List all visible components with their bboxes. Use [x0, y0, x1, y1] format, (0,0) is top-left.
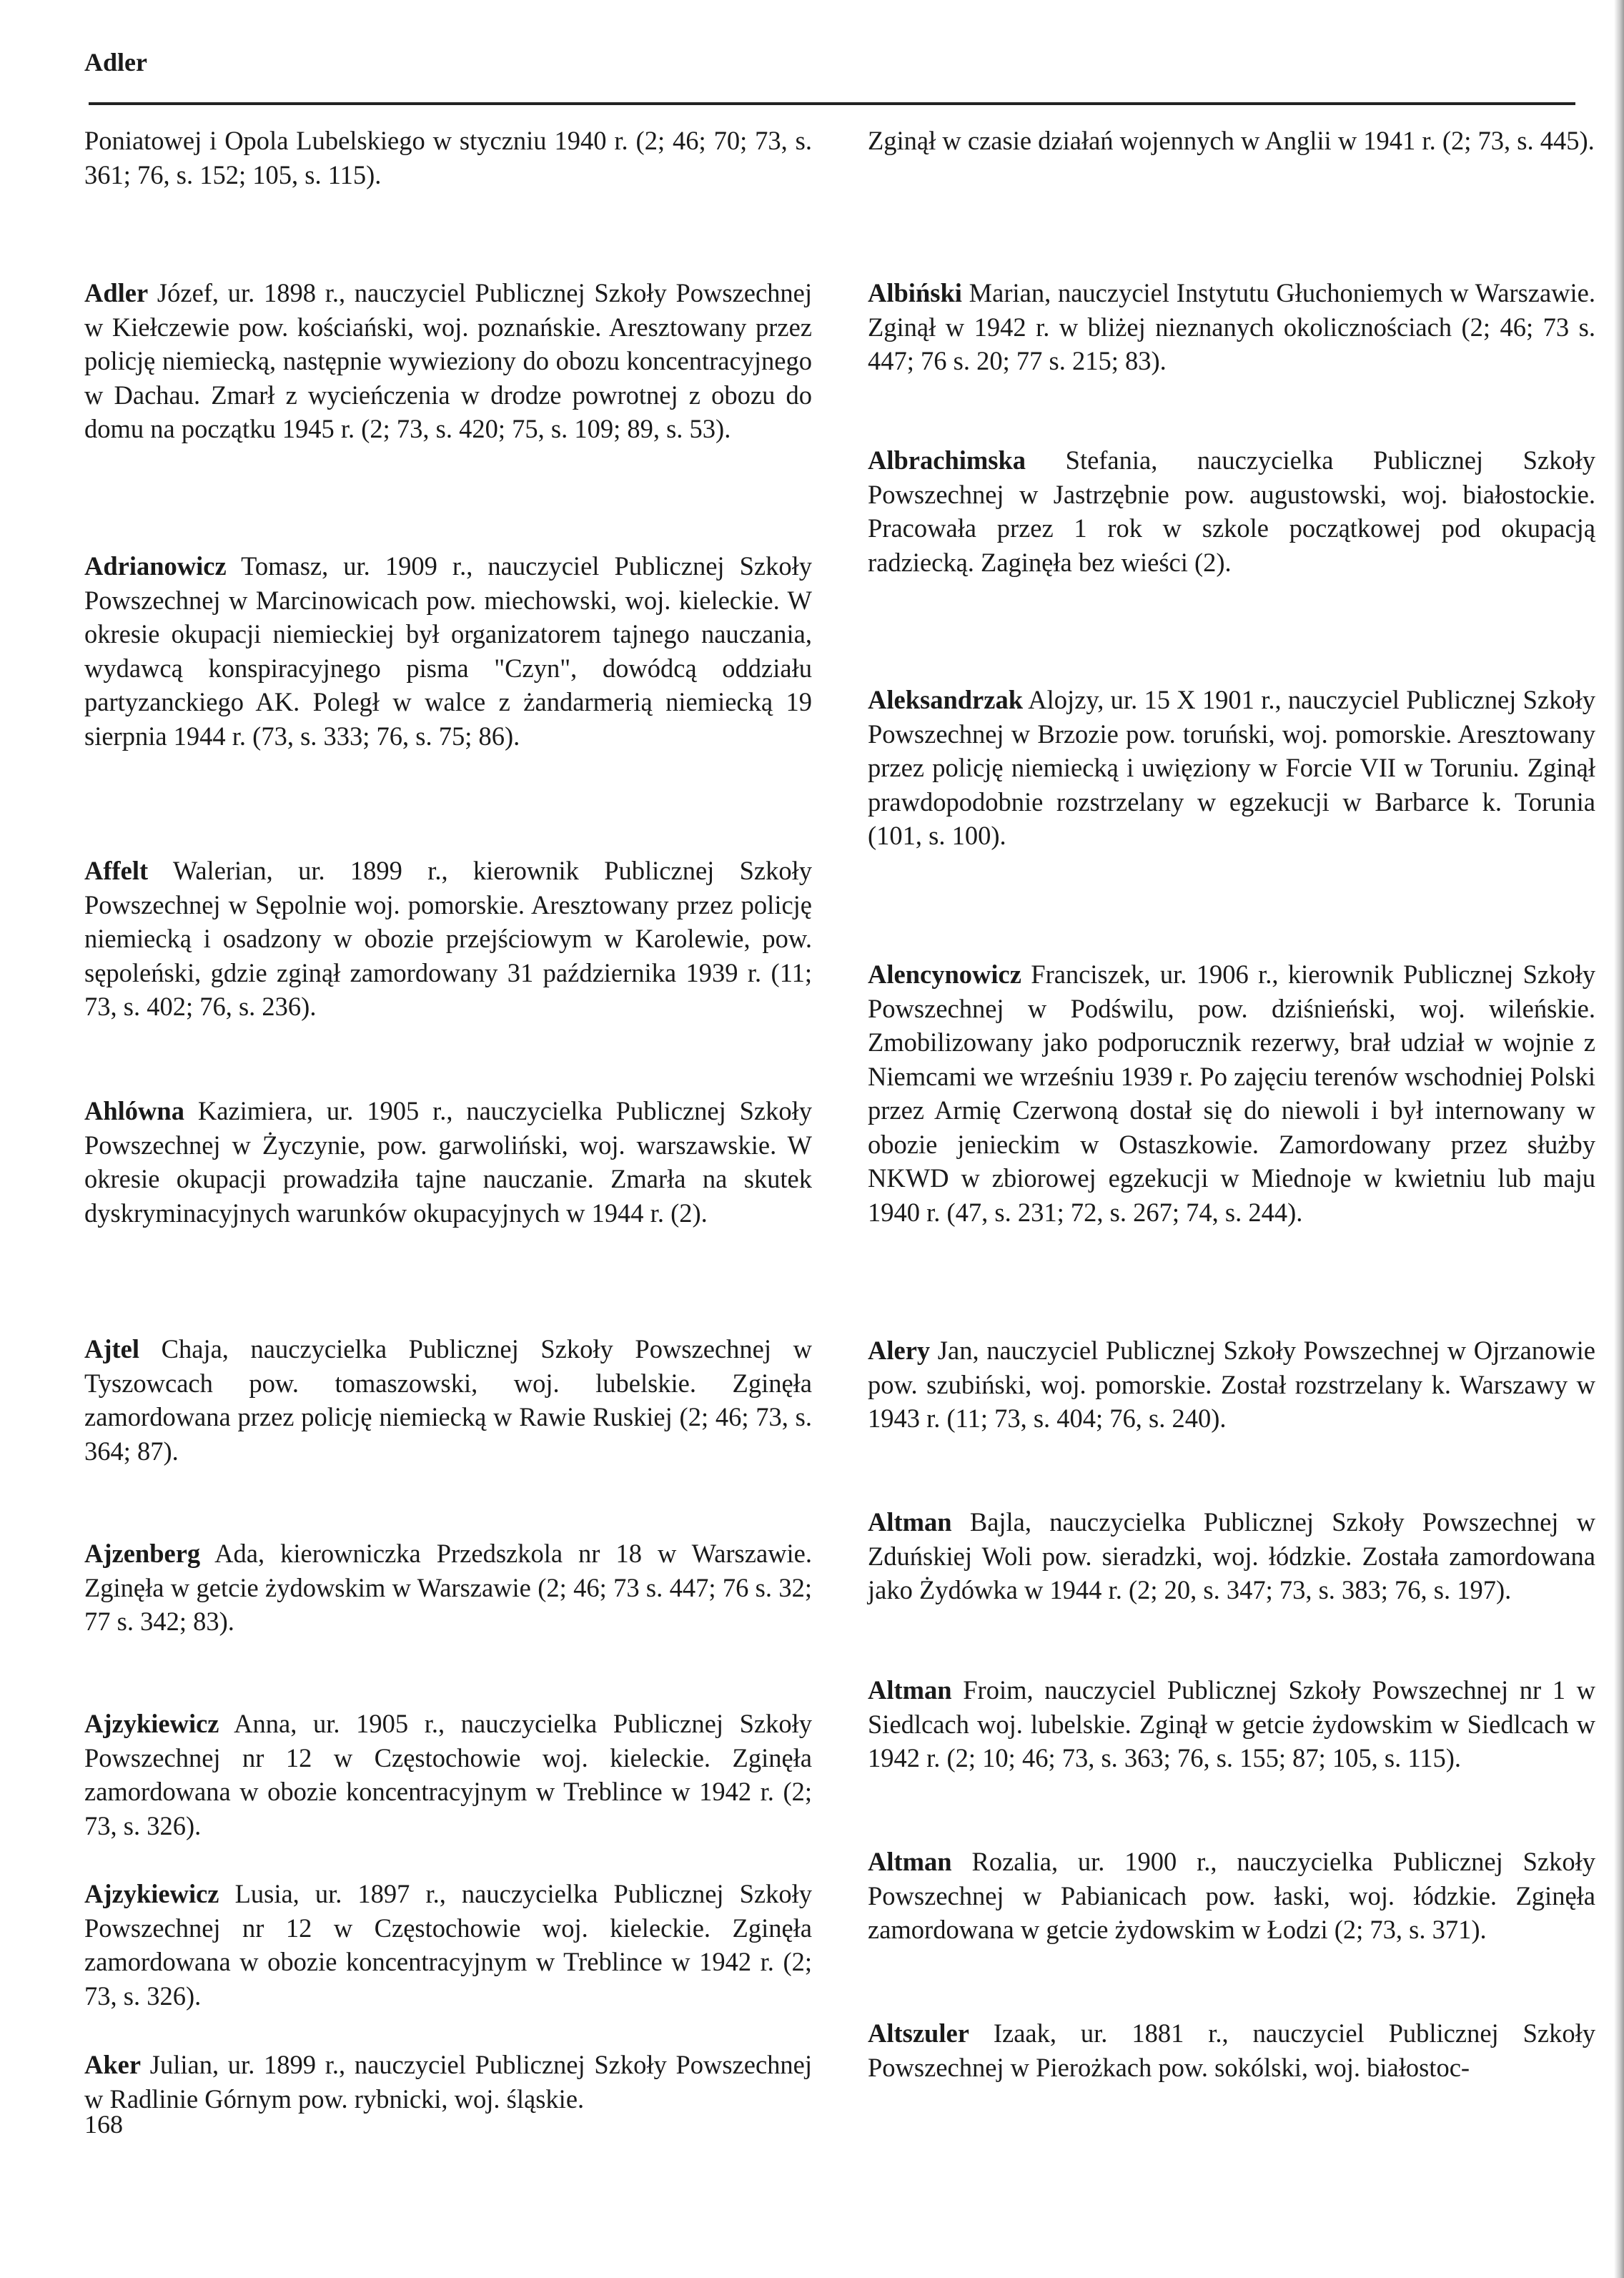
biography-entry — [84, 1094, 812, 1230]
entry-surname: Aleksandrzak — [868, 685, 1024, 714]
biography-entry — [868, 276, 1595, 378]
biography-entry — [868, 1333, 1595, 1436]
entry-text: Rozalia, ur. 1900 r., nauczycielka Publicznej Szkoły Powszechnej w Pabianicach pow. łaski, woj. łódzkie. Zginęła zamordowana w getcie żydowskim w Łodzi (2; 73, s. 371). — [868, 1847, 1596, 1944]
entry-continuation — [84, 124, 812, 192]
entry-text: Jan, nauczyciel Publicznej Szkoły Powszechnej w Ojrzanowie pow. szubiński, woj. pomorskie. Został rozstrzelany k. Warszawy w 1943 r. (11; 73, s. 404; 76, s. 240). — [868, 1336, 1596, 1433]
biography-entry — [868, 2016, 1595, 2084]
biography-entry — [84, 1537, 812, 1639]
entry-surname: Alencynowicz — [868, 960, 1021, 989]
biography-entry — [84, 1332, 812, 1468]
biography-entry — [868, 683, 1595, 853]
entry-surname: Ajzykiewicz — [84, 1879, 219, 1908]
entry-text: Anna, ur. 1905 r., nauczycielka Publicznej Szkoły Powszechnej nr 12 w Częstochowie woj. kieleckie. Zginęła zamordowana w obozie koncentracyjnym w Treblince w 1942 r. (2; 73, s. 326). — [84, 1709, 812, 1840]
biography-entry — [84, 1877, 812, 2013]
biography-entry — [868, 1673, 1595, 1775]
entry-surname: Albrachimska — [868, 445, 1026, 475]
entry-surname: Affelt — [84, 856, 149, 885]
biography-entry — [84, 549, 812, 753]
entry-surname: Ajzenberg — [84, 1539, 201, 1568]
entry-text: Izaak, ur. 1881 r., nauczyciel Publicznej Szkoły Powszechnej w Pierożkach pow. sokólski, woj. białostoc- — [868, 2018, 1595, 2082]
entry-text: Poniatowej i Opola Lubelskiego w styczniu 1940 r. (2; 46; 70; 73, s. 361; 76, s. 152; 105, s. 115). — [84, 126, 812, 189]
entry-text: Franciszek, ur. 1906 r., kierownik Publicznej Szkoły Powszechnej w Podświlu, pow. dziśnieński, woj. wileńskie. Zmobilizowany jako podporucznik rezerwy, brał udział w wojnie z Niemcami we wrześniu 1939 r. Po zajęciu terenów wschodniej Polski przez Armię Czerwoną dostał się do niewoli i był internowany w obozie jenieckim w Ostaszkowie. Zamordowany przez służby NKWD w zbiorowej egzekucji w Miednoje w kwietniu lub maju 1940 r. (47, s. 231; 72, s. 267; 74, s. 244). — [868, 960, 1596, 1227]
running-head: Adler — [84, 48, 147, 77]
entry-text: Marian, nauczyciel Instytutu Głuchoniemych w Warszawie. Zginął w 1942 r. w bliżej nieznanych okolicznościach (2; 46; 73 s. 447; 76 s. 20; 77 s. 215; 83). — [868, 278, 1596, 375]
entry-surname: Altman — [868, 1507, 952, 1537]
biography-entry — [84, 854, 812, 1024]
entry-surname: Ajzykiewicz — [84, 1709, 219, 1738]
entry-text: Alojzy, ur. 15 X 1901 r., nauczyciel Publicznej Szkoły Powszechnej w Brzozie pow. toruński, woj. pomorskie. Aresztowany przez policję niemiecką i uwięziony w Forcie VII w Toruniu. Zginął prawdopodobnie rozstrzelany w egzekucji w Barbarce k. Torunia (101, s. 100). — [868, 685, 1595, 850]
entry-surname: Altszuler — [868, 2018, 969, 2048]
page-edge-shadow — [1614, 0, 1624, 2278]
entry-text: Zginął w czasie działań wojennych w Anglii w 1941 r. (2; 73, s. 445). — [868, 126, 1595, 155]
biography-entry — [84, 1707, 812, 1843]
entry-text: Bajla, nauczycielka Publicznej Szkoły Powszechnej w Zduńskiej Woli pow. sieradzki, woj. łódzkie. Została zamordowana jako Żydówka w 1944 r. (2; 20, s. 347; 73, s. 383; 76, s. 197). — [868, 1507, 1595, 1604]
biography-entry — [868, 443, 1595, 579]
entry-text: Chaja, nauczycielka Publicznej Szkoły Powszechnej w Tyszowcach pow. tomaszowski, woj. lubelskie. Zginęła zamordowana przez policję niemiecką w Rawie Ruskiej (2; 46; 73, s. 364; 87). — [84, 1334, 812, 1466]
biography-entry — [84, 276, 812, 446]
entry-text: Ada, kierowniczka Przedszkola nr 18 w Warszawie. Zginęła w getcie żydowskim w Warszawie (2; 46; 73 s. 447; 76 s. 32; 77 s. 342; 83). — [84, 1539, 812, 1636]
entry-text: Lusia, ur. 1897 r., nauczycielka Publicznej Szkoły Powszechnej nr 12 w Częstochowie woj. kieleckie. Zginęła zamordowana w obozie koncentracyjnym w Treblince w 1942 r. (2; 73, s. 326). — [84, 1879, 812, 2011]
biography-entry — [868, 957, 1595, 1229]
biography-entry — [84, 2048, 812, 2116]
entry-surname: Ajtel — [84, 1334, 140, 1364]
entry-surname: Alery — [868, 1336, 931, 1365]
entry-text: Józef, ur. 1898 r., nauczyciel Publicznej Szkoły Powszechnej w Kiełczewie pow. kościański, woj. poznańskie. Aresztowany przez policję niemiecką, następnie wywieziony do obozu koncentracyjnego w Dachau. Zmarł z wycieńczenia w drodze powrotnej z obozu do domu na początku 1945 r. (2; 73, s. 420; 75, s. 109; 89, s. 53). — [84, 278, 812, 443]
entry-text: Kazimiera, ur. 1905 r., nauczycielka Publicznej Szkoły Powszechnej w Życzynie, pow. garwoliński, woj. warszawskie. W okresie okupacji prowadziła tajne nauczanie. Zmarła na skutek dyskryminacyjnych warunków okupacyjnych w 1944 r. (2). — [84, 1096, 813, 1228]
page-number: 168 — [84, 2110, 123, 2139]
entry-text: Julian, ur. 1899 r., nauczyciel Publicznej Szkoły Powszechnej w Radlinie Górnym pow. rybnicki, woj. śląskie. — [84, 2050, 813, 2114]
biography-entry — [868, 1505, 1595, 1607]
entry-surname: Ahlówna — [84, 1096, 184, 1125]
entry-surname: Altman — [868, 1675, 952, 1705]
entry-text: Stefania, nauczycielka Publicznej Szkoły Powszechnej w Jastrzębnie pow. augustowski, woj. białostockie. Pracowała przez 1 rok w szkole początkowej pod okupacją radziecką. Zaginęła bez wieści (2). — [868, 445, 1596, 577]
header-rule — [89, 102, 1575, 105]
entry-surname: Adrianowicz — [84, 551, 227, 581]
entry-surname: Altman — [868, 1847, 952, 1876]
biography-entry — [868, 1845, 1595, 1947]
entry-surname: Albiński — [868, 278, 962, 307]
entry-continuation — [868, 124, 1595, 158]
entry-surname: Adler — [84, 278, 149, 307]
entry-text: Froim, nauczyciel Publicznej Szkoły Powszechnej nr 1 w Siedlcach woj. lubelskie. Zginął w getcie żydowskim w Siedlcach w 1942 r. (2; 10; 46; 73, s. 363; 76, s. 155; 87; 105, s. 115). — [868, 1675, 1595, 1772]
entry-text: Walerian, ur. 1899 r., kierownik Publicznej Szkoły Powszechnej w Sępolnie woj. pomorskie. Aresztowany przez policję niemiecką i osadzony w obozie przejściowym w Karolewie, pow. sępoleński, gdzie zginął zamordowany 31 października 1939 r. (11; 73, s. 402; 76, s. 236). — [84, 856, 812, 1021]
entry-text: Tomasz, ur. 1909 r., nauczyciel Publicznej Szkoły Powszechnej w Marcinowicach pow. miechowski, woj. kieleckie. W okresie okupacji niemieckiej był organizatorem tajnego nauczania, wydawcą konspiracyjnego pisma "Czyn", dowódcą oddziału partyzanckiego AK. Poległ w walce z żandarmerią niemiecką 19 sierpnia 1944 r. (73, s. 333; 76, s. 75; 86). — [84, 551, 812, 751]
entry-surname: Aker — [84, 2050, 142, 2079]
